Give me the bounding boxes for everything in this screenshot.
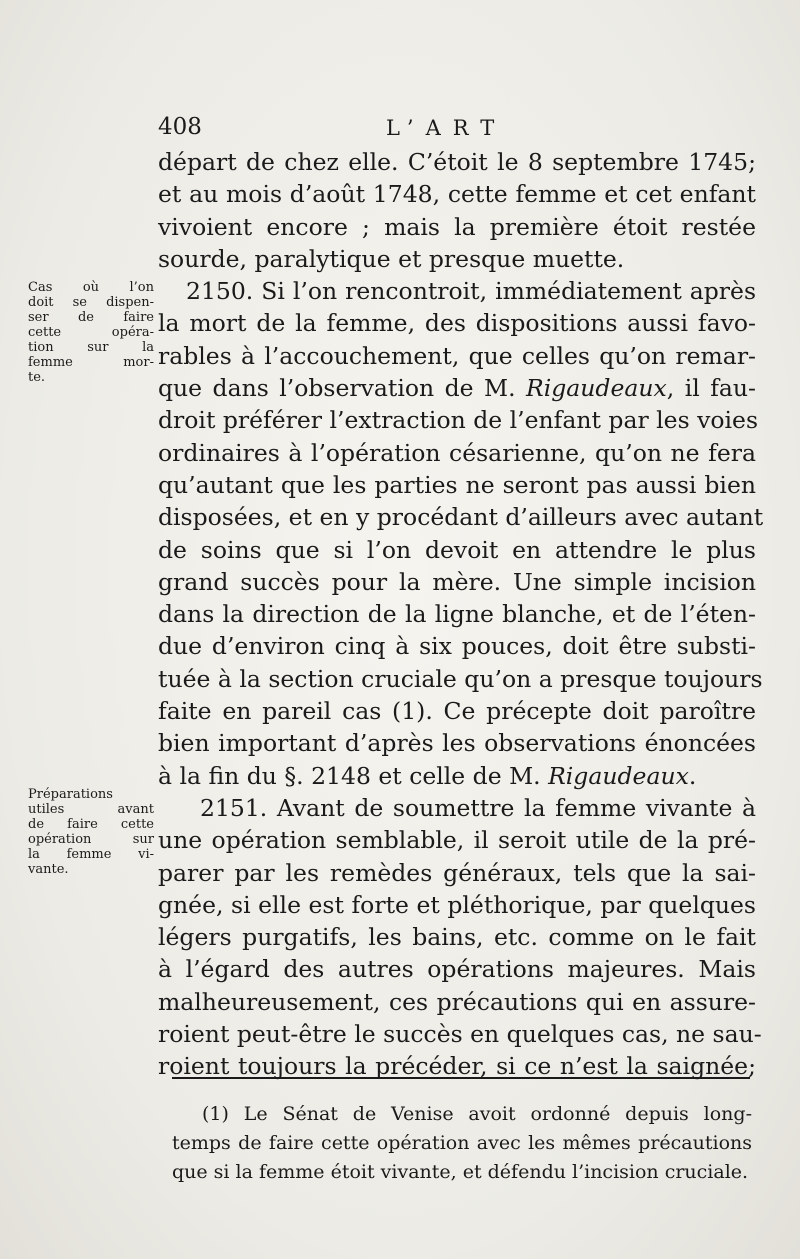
- page-number: 408: [158, 114, 202, 140]
- footnote-line: temps de faire cette opération avec les mêmes précautions: [172, 1132, 752, 1154]
- text-line: et au mois d’août 1748, cette femme et cet enfant: [158, 180, 756, 209]
- text-line: sourde, paralytique et presque muette.: [158, 244, 625, 273]
- text-line: tuée à la section cruciale qu’on a presque toujours: [158, 664, 763, 693]
- text-line: départ de chez elle. C’étoit le 8 septembre 1745;: [158, 148, 756, 176]
- marginal-line: vante.: [28, 862, 69, 877]
- marginal-line: femme mor-: [28, 355, 154, 370]
- marginal-line: tion sur la: [28, 340, 154, 355]
- marginal-line: opération sur: [28, 832, 154, 847]
- footnote-line: que si la femme étoit vivante, et défendu l’incision cruciale.: [172, 1161, 749, 1183]
- text-segment: à la fin du §. 2148 et celle de M.: [158, 761, 549, 790]
- text-segment: , il fau-: [666, 374, 756, 403]
- text-line: de soins que si l’on devoit en attendre le plus: [158, 535, 756, 564]
- marginal-line: doit se dispen-: [28, 295, 154, 310]
- marginal-line: de faire cette: [28, 817, 154, 832]
- text-line: une opération semblable, il seroit utile de la pré-: [158, 826, 756, 855]
- text-line: grand succès pour la mère. Une simple incision: [158, 567, 756, 596]
- author-name: Rigaudeaux: [548, 761, 689, 790]
- footnote: [172, 1100, 752, 1187]
- text-line: rables à l’accouchement, que celles qu’on remar-: [158, 341, 756, 370]
- marginal-line: cette opéra-: [28, 325, 154, 340]
- footnote-rule: [172, 1077, 750, 1079]
- marginal-line: ser de faire: [28, 310, 154, 325]
- text-line: droit préférer l’extraction de l’enfant par les voies: [158, 406, 759, 435]
- paragraph-2151-start: 2151. Avant de soumettre la femme vivante à: [200, 793, 756, 822]
- main-text: [158, 146, 764, 1083]
- marginal-note-2151: [28, 787, 154, 877]
- text-line: ordinaires à l’opération césarienne, qu’on ne fera: [158, 438, 756, 467]
- text-line: parer par les remèdes généraux, tels que la sai-: [158, 858, 756, 887]
- text-line: faite en pareil cas (1). Ce précepte doit paroître: [158, 697, 756, 726]
- marginal-line: la femme vi-: [28, 847, 154, 862]
- text-line: malheureusement, ces précautions qui en assure-: [158, 987, 756, 1016]
- author-name: Rigaudeaux: [526, 374, 667, 403]
- text-line: vivoient encore ; mais la première étoit restée: [158, 212, 756, 241]
- marginal-line: Cas où l’on: [28, 280, 154, 295]
- footnote-line: (1) Le Sénat de Venise avoit ordonné depuis long-: [202, 1103, 752, 1125]
- text-line: roient peut-être le succès en quelques cas, ne sau-: [158, 1020, 762, 1049]
- marginal-line: utiles avant: [28, 802, 154, 817]
- text-line: à l’égard des autres opérations majeures. Mais: [158, 955, 756, 984]
- text-line: due d’environ cinq à six pouces, doit être substi-: [158, 632, 756, 661]
- marginal-line: Préparations: [28, 787, 113, 802]
- text-segment: .: [688, 761, 697, 790]
- text-line: bien important d’après les observations énoncées: [158, 729, 756, 758]
- paragraph-2150-start: 2150. Si l’on rencontroit, immédiatement après: [186, 277, 756, 306]
- text-line: disposées, et en y procédant d’ailleurs avec autant: [158, 503, 764, 532]
- text-line: légers purgatifs, les bains, etc. comme on le fait: [158, 923, 756, 952]
- text-line: [158, 372, 756, 404]
- text-line: gnée, si elle est forte et pléthorique, par quelques: [158, 890, 756, 919]
- text-line: qu’autant que les parties ne seront pas aussi bien: [158, 470, 756, 499]
- marginal-line: te.: [28, 370, 46, 385]
- page-header: [158, 108, 718, 148]
- marginal-note-2150: [28, 280, 154, 385]
- text-line: dans la direction de la ligne blanche, et de l’éten-: [158, 600, 756, 629]
- running-head: L’ART: [386, 116, 507, 140]
- text-line: la mort de la femme, des dispositions aussi favo-: [158, 309, 756, 338]
- text-line: roient toujours la précéder, si ce n’est la saignée;: [158, 1052, 756, 1081]
- text-line: [158, 760, 756, 792]
- text-segment: que dans l’observation de M.: [158, 374, 527, 403]
